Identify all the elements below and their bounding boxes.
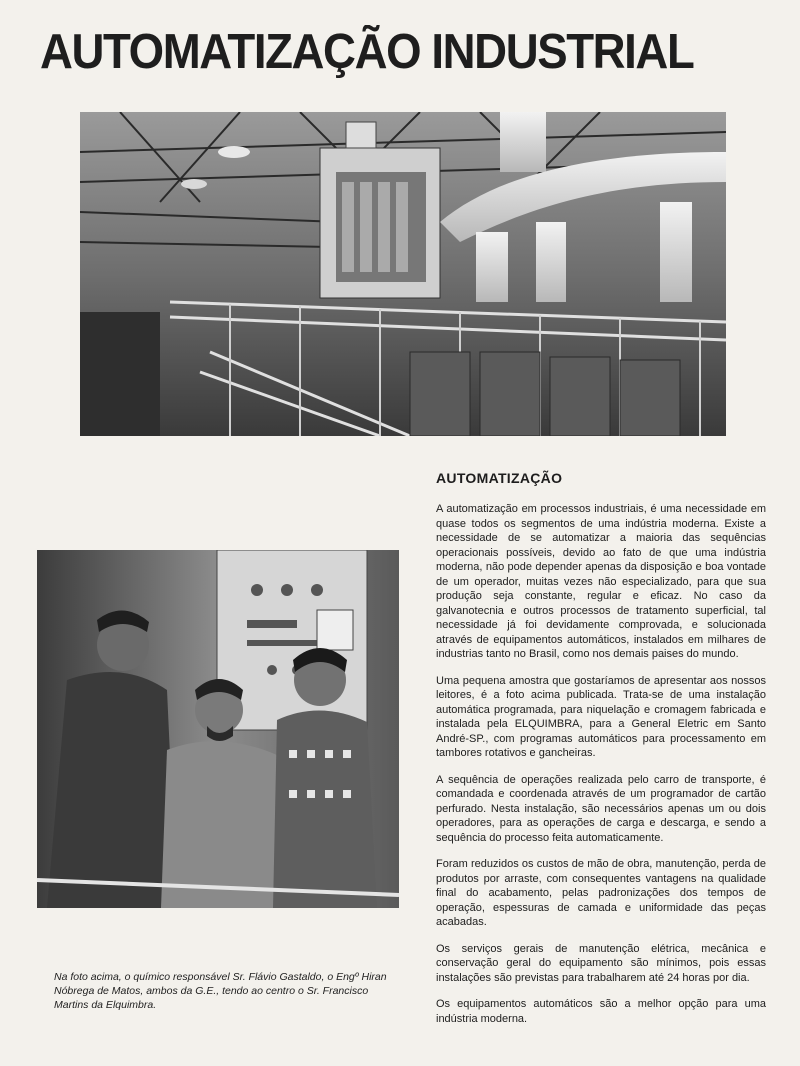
page-headline: AUTOMATIZAÇÃO INDUSTRIAL <box>40 25 694 79</box>
article-paragraph: Os serviços gerais de manutenção elétrica, mecânica e conservação geral do equipamento são mínimos, pois essas instalações são previstas para trabalharem até 24 horas por dia. <box>436 942 766 984</box>
article-paragraph: A automatização em processos industriais, é uma necessidade em quase todos os segmentos de uma indústria moderna. Existe a necessidade de se automatizar a maioria das sequências operacionais possíveis, devido ao fato de que uma indústria moderna, não pode depender apenas da disposição e boa vontade de um operador, muitas vezes não especializado, para que sua produção seja constante, regular e eficaz. No caso da galvanotecnia e outros processos de tratamento superficial, tal necessidade já foi devidamente comprovada, e solucionada através de equipamentos automáticos, instalados em milhares de industrias tanto no Brasil, como nos demais paises do mundo. <box>436 503 766 660</box>
people-photo <box>37 550 399 908</box>
article-paragraph: Uma pequena amostra que gostaríamos de apresentar aos nossos leitores, é a foto acima publicada. Trata-se de uma instalação automática programada, para niquelação e cromagem fabricada e instalada pela ELQUIMBRA, para a General Eletric em Santo André-SP., com programas automáticos para processamento em tambores rotativos e gancheiras. <box>436 674 766 759</box>
photo-caption: Na foto acima, o químico responsável Sr. Flávio Gastaldo, o Engº Hiran Nóbrega de Matos, ambos da G.E., tendo ao centro o Sr. Francisco Martins da Elquimbra. <box>54 971 387 1011</box>
article-paragraph: Foram reduzidos os custos de mão de obra, manutenção, perda de produtos por arraste, com consequentes vantagens na qualidade final do acabamento, pelas padronizações dos tempos de operação, espessuras de camada e uniformidade das peças acabadas. <box>436 858 766 928</box>
article <box>436 470 766 1038</box>
article-paragraph: A sequência de operações realizada pelo carro de transporte, é comandada e coordenada através de um programador de cartão perfurado. Nesta instalação, são necessários apenas um ou dois operadores, para as operações de carga e descarga, e sendo a sequência do processo feita automaticamente. <box>436 773 766 844</box>
article-heading: AUTOMATIZAÇÃO <box>436 470 563 486</box>
article-paragraph: Os equipamentos automáticos são a melhor opção para uma indústria moderna. <box>436 998 766 1025</box>
plant-photo <box>80 112 726 436</box>
